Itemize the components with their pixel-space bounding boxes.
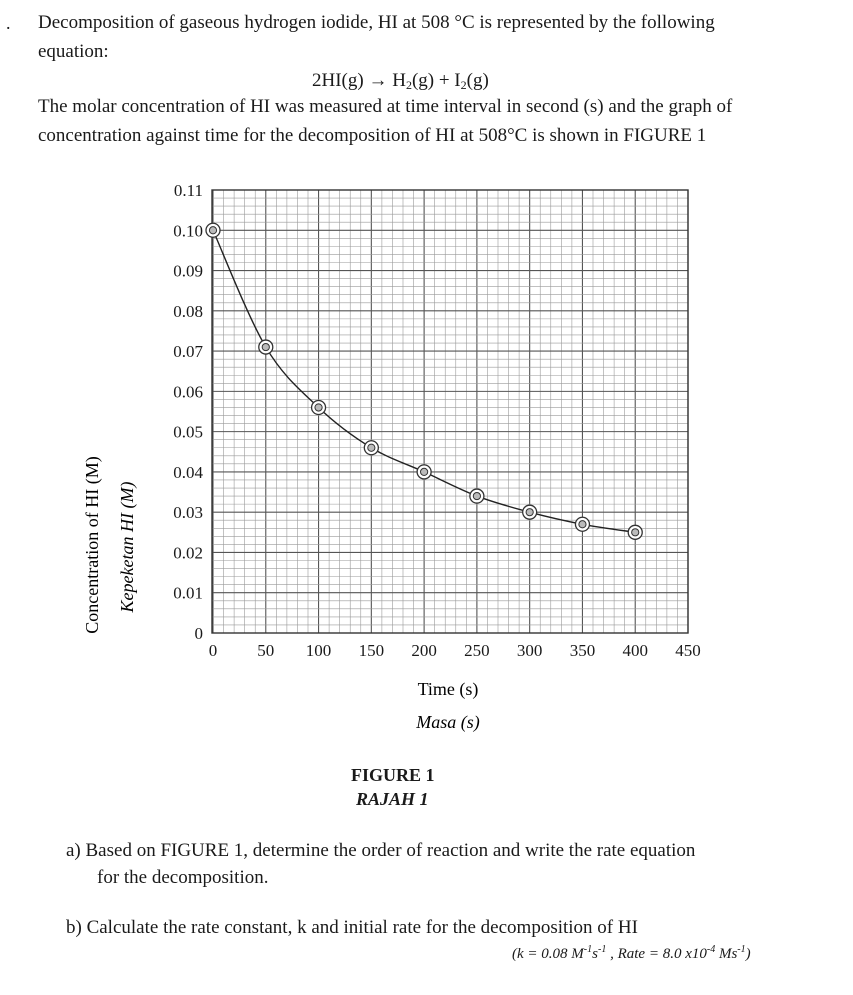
y-tick-label: 0.09 [173, 261, 203, 281]
concentration-time-chart [0, 150, 853, 750]
x-tick-label: 200 [411, 641, 437, 660]
x-tick-label: 100 [305, 641, 332, 660]
data-point-inner [262, 343, 269, 350]
y-tick-label: 0.11 [173, 181, 203, 200]
data-point [628, 525, 642, 539]
answer-rate: , Rate = 8.0 x10 [606, 946, 707, 962]
figure-label: FIGURE 1 [351, 765, 435, 785]
data-point [575, 517, 589, 531]
answer-rate-exp: -4 [706, 944, 716, 955]
answer-close: ) [745, 946, 751, 962]
answer-hint [512, 944, 751, 962]
data-point-inner [473, 492, 480, 499]
description-line-2: concentration against time for the decomposition of HI at 508°C is shown in FIGURE 1 [38, 125, 707, 146]
figure-label-malay: RAJAH 1 [356, 789, 429, 809]
answer-open: ( [512, 946, 517, 962]
y-tick-label: 0.08 [173, 301, 203, 321]
chemical-equation [312, 71, 489, 90]
data-point [206, 223, 220, 237]
data-point-inner [526, 509, 533, 516]
answer-k-value: = 0.08 M [523, 946, 584, 962]
x-axis-label: Time (s) [417, 679, 479, 699]
equation-mid: (g) + I [411, 70, 461, 91]
x-tick-label: 0 [208, 641, 218, 660]
y-tick-label: 0.01 [173, 583, 203, 603]
list-bullet: . [6, 13, 11, 33]
equation-end: (g) [466, 70, 489, 91]
equation-i-subscript: 2 [460, 78, 467, 92]
plot-border [212, 190, 688, 633]
answer-k-exp2: -1 [597, 944, 607, 955]
x-tick-label: 250 [464, 641, 490, 660]
x-tick-label: 50 [257, 641, 275, 660]
y-tick-label: 0.10 [173, 221, 203, 241]
data-point [364, 441, 378, 455]
chart-axes [212, 190, 688, 633]
x-tick-label: 350 [569, 641, 596, 660]
y-tick-label: 0.04 [173, 462, 203, 482]
data-point-inner [421, 468, 428, 475]
x-axis-label-malay: Masa (s) [416, 712, 480, 732]
x-tick-label: 300 [516, 641, 543, 660]
answer-k-label: k [517, 946, 524, 962]
x-tick-label: 400 [622, 641, 648, 660]
data-point [470, 489, 484, 503]
question-a-line-2: for the decomposition. [97, 867, 269, 888]
answer-k-s: s [592, 946, 598, 962]
data-point [523, 505, 537, 519]
y-tick-label: 0.06 [173, 382, 203, 402]
y-tick-label: 0.05 [173, 422, 203, 442]
data-point [417, 465, 431, 479]
data-point-inner [315, 404, 322, 411]
data-point [259, 340, 273, 354]
y-tick-labels [173, 181, 203, 643]
answer-rate-unit-exp: -1 [737, 944, 746, 955]
data-point-inner [368, 444, 375, 451]
equation-lhs: 2HI(g) → H [312, 70, 406, 91]
intro-line-2: equation: [38, 41, 109, 62]
intro-line-1: Decomposition of gaseous hydrogen iodide, HI at 508 °C is represented by the following [38, 12, 715, 33]
y-axis-label: Concentration of HI (M) [82, 456, 102, 634]
chart-grid [212, 190, 688, 633]
data-point-inner [632, 529, 639, 536]
question-b: b) Calculate the rate constant, k and initial rate for the decomposition of HI [66, 917, 638, 938]
y-tick-label: 0 [194, 624, 203, 643]
x-tick-label: 450 [675, 641, 701, 660]
description-line-1: The molar concentration of HI was measured at time interval in second (s) and the graph of [38, 96, 733, 117]
question-a-line-1: a) Based on FIGURE 1, determine the order of reaction and write the rate equation [66, 840, 696, 861]
x-tick-label: 150 [358, 641, 385, 660]
answer-k-exp1: -1 [583, 944, 593, 955]
y-tick-label: 0.07 [173, 342, 203, 362]
answer-rate-unit: Ms [715, 946, 738, 962]
data-point-inner [209, 227, 216, 234]
equation-h-subscript: 2 [405, 78, 412, 92]
x-tick-labels [209, 641, 701, 660]
y-axis-label-malay: Kepeketan HI (M) [117, 481, 137, 613]
data-point-inner [579, 521, 586, 528]
y-tick-label: 0.03 [173, 503, 203, 523]
y-tick-label: 0.02 [173, 543, 203, 563]
data-point [312, 400, 326, 414]
